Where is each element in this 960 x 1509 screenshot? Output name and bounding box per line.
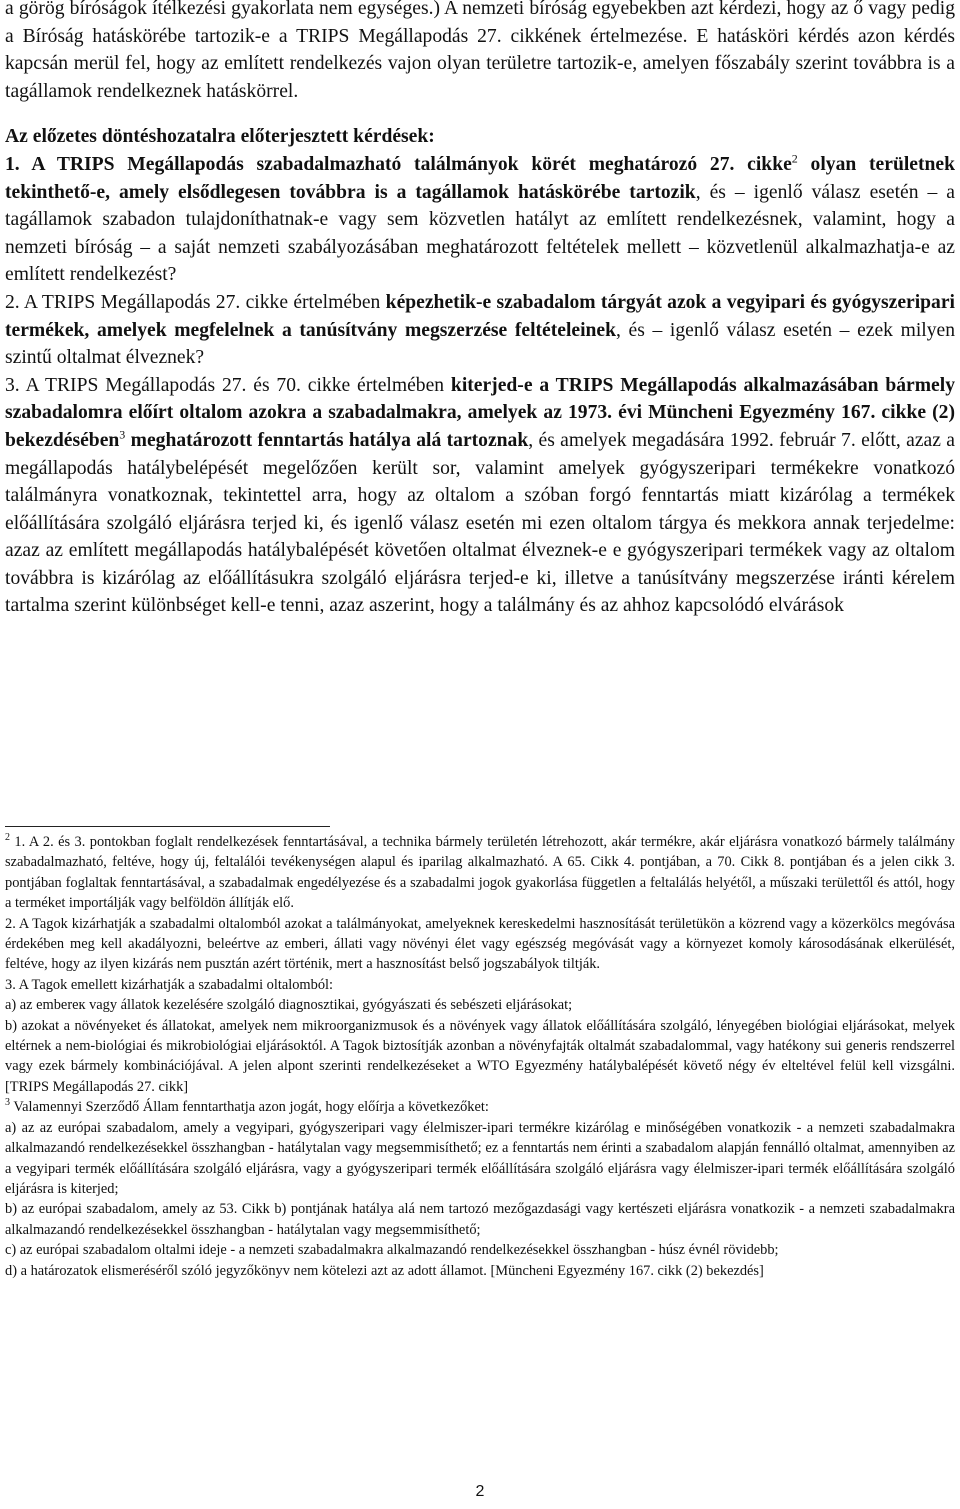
q2-lead: 2. A TRIPS Megállapodás 27. cikke értelmében bbox=[5, 291, 386, 313]
questions-heading bbox=[5, 123, 955, 151]
footnote-3-text: Valamennyi Szerződő Állam fenntarthatja azon jogát, hogy előírja a következőket: bbox=[10, 1099, 489, 1116]
footnote-3 bbox=[5, 1097, 955, 1117]
footnote-ref-3[interactable]: 3 bbox=[119, 427, 126, 442]
intro-paragraph: a görög bíróságok ítélkezési gyakorlata nem egységes.) A nemzeti bíróság egyebekben azt kérdezi, hogy az ő vagy pedig a Bíróság hatáskörébe tartozik-e a TRIPS Megállapodás 27. cikkének értelmezése. E hatásköri kérdés azon kérdés kapcsán merül fel, hogy az említett rendelkezés vajon olyan területre tartozik-e, amelyen főszabály szerint továbbra is a tagállamok rendelkeznek hatáskörrel. bbox=[5, 0, 955, 102]
q1-bold-b: olyan területnek tekinthető-e, amely elsődlegesen továbbra is a tagállamok hatáskörébe tartozik bbox=[5, 153, 956, 203]
footnote-separator bbox=[5, 826, 330, 827]
footnote-3-item-a: a) az az európai szabadalom, amely a vegyipari, gyógyszeripari vagy élelmiszer-ipari termékre kizárólag e minőségében vonatkozik - a nemzeti szabadalmakra alkalmazandó rendelkezésekkel összhangban - hatálytalan vagy megsemmisíthető; ez a fenntartás nem érinti a szabadalom alapján fennálló oltalmat, amennyiben az a vegyipari termék előállítására szolgáló eljárásra, vagy a gyógyszeripari termék előállítására szolgáló eljárásra vagy élelmiszer-ipari termék előállítására szolgáló eljárásra is kiterjed; bbox=[5, 1119, 955, 1197]
footnote-3-item-d: d) a határozatok elismeréséről szóló jegyzőkönyv nem kötelezi azt az adott államot. [Müncheni Egyezmény 167. cikk (2) bekezdés] bbox=[5, 1262, 764, 1279]
q3-lead: 3. A TRIPS Megállapodás 27. és 70. cikke értelmében bbox=[5, 374, 451, 396]
footnote-ref-2[interactable]: 2 bbox=[791, 151, 798, 166]
question-2 bbox=[5, 289, 955, 372]
footnote-2-text: 1. A 2. és 3. pontokban foglalt rendelkezések fenntartásával, a technika bármely területén létrehozott, akár termékre, akár eljárásra vonatkozó bármely találmány szabadalmazható, feltéve, hogy új, feltalálói tevékenységen alapul és iparilag alkalmazható. A 65. Cikk 4. pontjában, a 70. Cikk 8. pontjában és a jelen cikk 3. pontjában foglaltak fenntartásával, a szabadalmak engedélyezése és a szabadalmi jogok gyakorlása független a feltalálás helyétől, a műszaki területtől és attól, hogy a terméket importálják vagy belföldön állítják elő. bbox=[5, 834, 955, 912]
q3-rest: , és amelyek megadására 1992. február 7. előtt, azaz a megállapodás hatálybelépését megelőzően került sor, valamint amelyek gyógyszeripari termékekre vonatkozó találmányra vonatkoznak, tekintettel arra, hogy az oltalom a szóban forgó fenntartás miatt kizárólag a termékek előállítására szolgáló eljárásra terjed ki, és igenlő válasz esetén mi ezen oltalom tárgya és mekkora annak terjedelme: azaz az említett megállapodás hatálybalépését követően oltalmat élveznek-e e gyógyszeripari termékek vagy az oltalom továbbra is kizárólag az előállításukra szolgáló eljárásra terjed-e ki, illetve a tanúsítvány megszerzése iránti kérelem tartalma szerint különbséget kell-e tenni, azaz aszerint, hogy a találmány és az ahhoz kapcsolódó elvárások bbox=[5, 429, 955, 617]
q2-rest: , és – igenlő válasz esetén – ezek milyen szintű oltalmat élveznek? bbox=[5, 319, 955, 369]
q2-bold: képezhetik-e szabadalom tárgyát azok a vegyipari és gyógyszeripari termékek, amelyek megfelelnek a tanúsítvány megszerzése feltételeinek bbox=[5, 291, 955, 341]
q3-bold-a: kiterjed-e a TRIPS Megállapodás alkalmazásában bármely szabadalomra előírt oltalom azokra a szabadalmakra, amelyek az 1973. évi Müncheni Egyezmény 167. cikke (2) bekezdésében bbox=[5, 374, 955, 451]
question-1 bbox=[5, 151, 955, 289]
footnote-3-item-c: c) az európai szabadalom oltalmi ideje - a nemzeti szabadalmakra alkalmazandó rendelkezésekkel összhangban - húsz évnél rövidebb; bbox=[5, 1242, 779, 1259]
footnote-3-item-b: b) az európai szabadalom, amely az 53. Cikk b) pontjának hatálya alá nem tartozó mezőgazdasági vagy kertészeti eljárásra vonatkozik - a nemzeti szabadalmakra alkalmazandó rendelkezésekkel összhangban - hatálytalan vagy megsemmisíthető; bbox=[5, 1201, 955, 1238]
page-number: 2 bbox=[475, 1483, 485, 1500]
q1-rest: , és – igenlő válasz esetén – a tagállamok szabadon tulajdoníthatnak-e vagy sem közvetlen hatályt az említett rendelkezésnek, valamint, hogy a nemzeti bíróság – a saját nemzeti szabályozásában meghatározott feltételek mellett – közvetlenül alkalmazhatja-e az említett rendelkezést? bbox=[5, 181, 956, 286]
footnote-2-item-3b: b) azokat a növényeket és állatokat, amelyek nem mikroorganizmusok és a növények vagy állatok előállítására szolgáló, lényegében biológiai eljárásokat, melyek eltérnek a nem-biológiai és mikrobiológiai eljárásoktól. A Tagok biztosítják azonban a növényfajták oltalmát szabadalommal, vagy hatékony sui generis rendszerrel vagy ezek bármely kombinációjával. A jelen alpont szerinti rendelkezéseket a WTO Egyezmény hatálybalépését követő négy év elteltével felül kell vizsgálni. [TRIPS Megállapodás 27. cikk] bbox=[5, 1017, 955, 1095]
footnote-2-item-3: 3. A Tagok emellett kizárhatják a szabadalmi oltalomból: bbox=[5, 976, 334, 993]
question-3 bbox=[5, 372, 955, 620]
footnote-2-mark: 2 bbox=[5, 832, 10, 844]
heading-text: Az előzetes döntéshozatalra előterjesztett kérdések: bbox=[5, 126, 435, 148]
footnote-2 bbox=[5, 832, 955, 914]
footnote-2-item-2: 2. A Tagok kizárhatják a szabadalmi oltalomból azokat a találmányokat, amelyeknek kereskedelmi hasznosítását területükön a közrend vagy a közerkölcs megóvása érdekében meg kell akadályozni, beleértve az emberi, állati vagy növényi élet vagy egészség megóvását vagy a környezet komoly károsodásának elkerülését, feltéve, hogy az ilyen kizárás nem pusztán azért történik, mert a hasznosítást belső jogszabályok tiltják. bbox=[5, 915, 955, 973]
q3-bold-b: meghatározott fenntartás hatálya alá tartoznak bbox=[125, 429, 529, 451]
q1-bold-a: 1. A TRIPS Megállapodás szabadalmazható találmányok körét meghatározó 27. cikke bbox=[5, 153, 792, 175]
main-text bbox=[5, 0, 955, 620]
footnotes bbox=[5, 832, 955, 1281]
footnote-2-item-3a: a) az embereк vagy állatok kezelésére szolgáló diagnosztikai, gyógyászati és sebészeti eljárásokat; bbox=[5, 997, 573, 1014]
footnote-3-mark: 3 bbox=[5, 1097, 10, 1109]
